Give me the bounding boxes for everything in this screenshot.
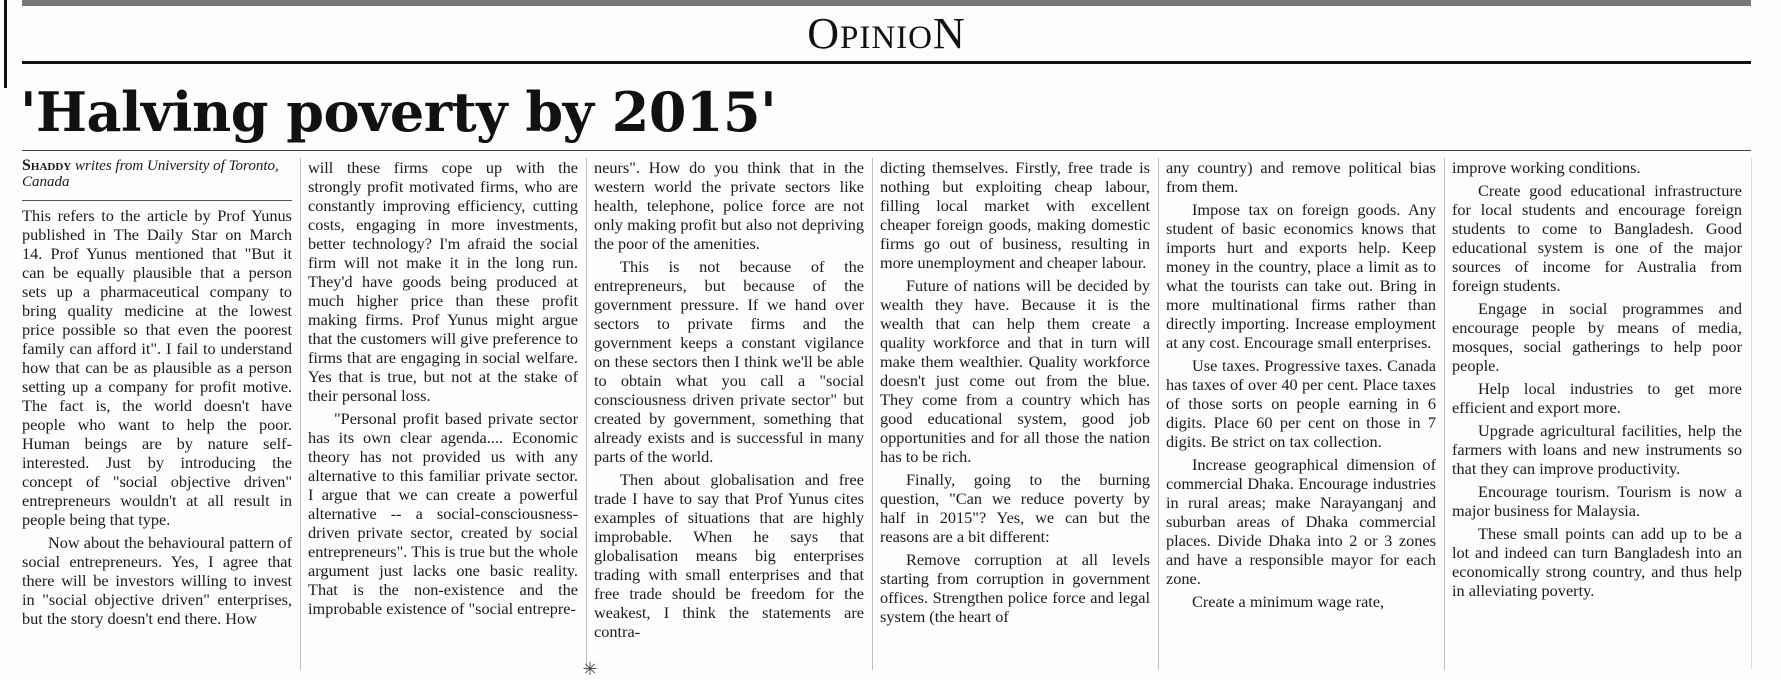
column-divider bbox=[872, 158, 873, 670]
column-6-paragraph: Create good educational infrastructure for local students and encourage foreign students to come to Bangladesh. Good educational system is one of the major sources of income for Australia from foreign students. bbox=[1452, 181, 1742, 295]
byline-author: Shaddy bbox=[22, 157, 72, 174]
section-title-last: N bbox=[933, 9, 966, 58]
column-divider bbox=[300, 158, 301, 670]
column-divider bbox=[586, 158, 587, 670]
article-headline: 'Halving poverty by 2015' bbox=[20, 80, 777, 144]
column-divider bbox=[1158, 158, 1159, 670]
column-6-paragraph: Upgrade agricultural facilities, help the farmers with loans and new instruments so that they can improve productivity. bbox=[1452, 421, 1742, 478]
column-2-paragraph: "Personal profit based private sector has its own clear agenda.... Economic theory has not provided us with any alternative to this familiar private sector. I argue that we can create a powerful alternative -- a social-consciousness-driven private sector, created by social entrepreneurs". This is true but the whole argument just lacks one basic reality. That is the non-existence and the improbable existence of "social entrepre- bbox=[308, 409, 578, 618]
byline-rule bbox=[22, 200, 292, 201]
column-3-paragraph: This is not because of the entrepreneurs, but because of the government pressure. If we hand over sectors to private firms and the government keeps a constant vigilance on these sectors then I think we'll be able to obtain what you call a "social consciousness driven private sector" but created by government, something that already exists and is successful in many parts of the world. bbox=[594, 257, 864, 466]
column-1-paragraph: Now about the behavioural pattern of social entrepreneurs. Yes, I agree that there will be investors willing to invest in "social objective driven" enterprises, but the story doesn't end there. How bbox=[22, 533, 292, 628]
column-divider bbox=[1444, 158, 1445, 670]
column-4-paragraph: Remove corruption at all levels starting from corruption in government offices. Strengthen police force and legal system (the heart of bbox=[880, 550, 1150, 626]
column-5-paragraph: Impose tax on foreign goods. Any student of basic economics knows that imports hurt and exports help. Keep money in the country, place a limit as to what the tourists can take out. Bring in more multinational firms rather than directly importing. Increase employment at any cost. Encourage small enterprises. bbox=[1166, 200, 1436, 352]
column-3-paragraph: Then about globalisation and free trade I have to say that Prof Yunus cites examples of situations that are highly improbable. When he says that globalisation means big enterprises trading with small enterprises and that free trade should be freedom for the weakest, I think the statements are contra- bbox=[594, 470, 864, 641]
article-column-6 bbox=[1452, 158, 1742, 674]
column-5-paragraph: any country) and remove political bias from them. bbox=[1166, 158, 1436, 196]
column-4-paragraph: Finally, going to the burning question, "Can we reduce poverty by half in 2015"? Yes, we can but the reasons are a bit different: bbox=[880, 470, 1150, 546]
column-3-paragraph: neurs". How do you think that in the western world the private sectors like health, telephone, police force are not only making profit but also not depriving the poor of the amenities. bbox=[594, 158, 864, 253]
column-5-paragraph: Use taxes. Progressive taxes. Canada has taxes of over 40 per cent. Place taxes of those sorts on people earning in 6 digits. Place 60 per cent on those in 7 digits. Be strict on tax collection. bbox=[1166, 356, 1436, 451]
column-6-paragraph: Engage in social programmes and encourage people by means of media, mosques, social gatherings to help poor people. bbox=[1452, 299, 1742, 375]
article-column-1 bbox=[22, 206, 292, 674]
section-header-rule bbox=[22, 61, 1751, 64]
column-5-paragraph: Increase geographical dimension of commercial Dhaka. Encourage industries in rural areas; make Narayanganj and suburban areas of Dhaka commercial places. Divide Dhaka into 2 or 3 zones and have a responsible mayor for each zone. bbox=[1166, 455, 1436, 588]
article-byline bbox=[22, 158, 292, 198]
article-column-3 bbox=[594, 158, 864, 674]
column-1-paragraph: This refers to the article by Prof Yunus published in The Daily Star on March 14. Prof Yunus mentioned that "But it can be equally plausible that a person sets up a pharmaceutical company to bring quality medicine at the lowest price possible so that even the poorest family can afford it". I fail to understand how that can be as plausible as a person setting up a company for profit motive. The fact is, the world doesn't have people who want to help the poor. Human beings are by nature self-interested. Just by introducing the concept of "social objective driven" entrepreneurs wouldn't at all result in people being that type. bbox=[22, 206, 292, 529]
right-edge-rule bbox=[1751, 158, 1752, 670]
column-6-paragraph: improve working conditions. bbox=[1452, 158, 1641, 177]
byline-via: writes from University of Toronto, Canada bbox=[22, 158, 279, 190]
article-column-2 bbox=[308, 158, 578, 674]
column-6-paragraph: Encourage tourism. Tourism is now a major business for Malaysia. bbox=[1452, 482, 1742, 520]
column-6-paragraph: Help local industries to get more efficient and export more. bbox=[1452, 379, 1742, 417]
section-title-first: O bbox=[807, 9, 840, 58]
headline-rule bbox=[22, 150, 1751, 151]
section-title-middle: PINIO bbox=[840, 20, 933, 56]
section-header-opinion bbox=[22, 10, 1751, 58]
star-ornament-icon: ✳ bbox=[582, 659, 598, 680]
top-gray-rule bbox=[22, 0, 1751, 6]
article-column-4 bbox=[880, 158, 1150, 674]
column-5-paragraph: Create a minimum wage rate, bbox=[1192, 592, 1385, 611]
column-4-paragraph: dicting themselves. Firstly, free trade is nothing but exploiting cheap labour, filling local market with excellent cheaper foreign goods, making domestic firms go out of business, resulting in more unemployment and cheaper labour. bbox=[880, 158, 1150, 272]
article-column-5 bbox=[1166, 158, 1436, 674]
column-4-paragraph: Future of nations will be decided by wealth they have. Because it is the wealth that can help them create a quality workforce and that in turn will make them wealthier. Quality workforce doesn't just come out from the blue. They come from a country which has good educational system, good job opportunities and for all those the nation has to be rich. bbox=[880, 276, 1150, 466]
column-6-paragraph: These small points can add up to be a lot and indeed can turn Bangladesh into an economically strong country, and thus help in alleviating poverty. bbox=[1452, 524, 1742, 600]
left-border-rule bbox=[4, 0, 7, 88]
column-2-paragraph: will these firms cope up with the strongly profit motivated firms, who are constantly improving efficiency, cutting costs, engaging in more investments, better technology? I'm afraid the social firm will not make it in the long run. They'd have goods being produced at much higher price than these profit making firms. Prof Yunus might argue that the customers will give preference to firms that are engaging in social welfare. Yes that is true, but not at the stake of their personal loss. bbox=[308, 158, 578, 405]
